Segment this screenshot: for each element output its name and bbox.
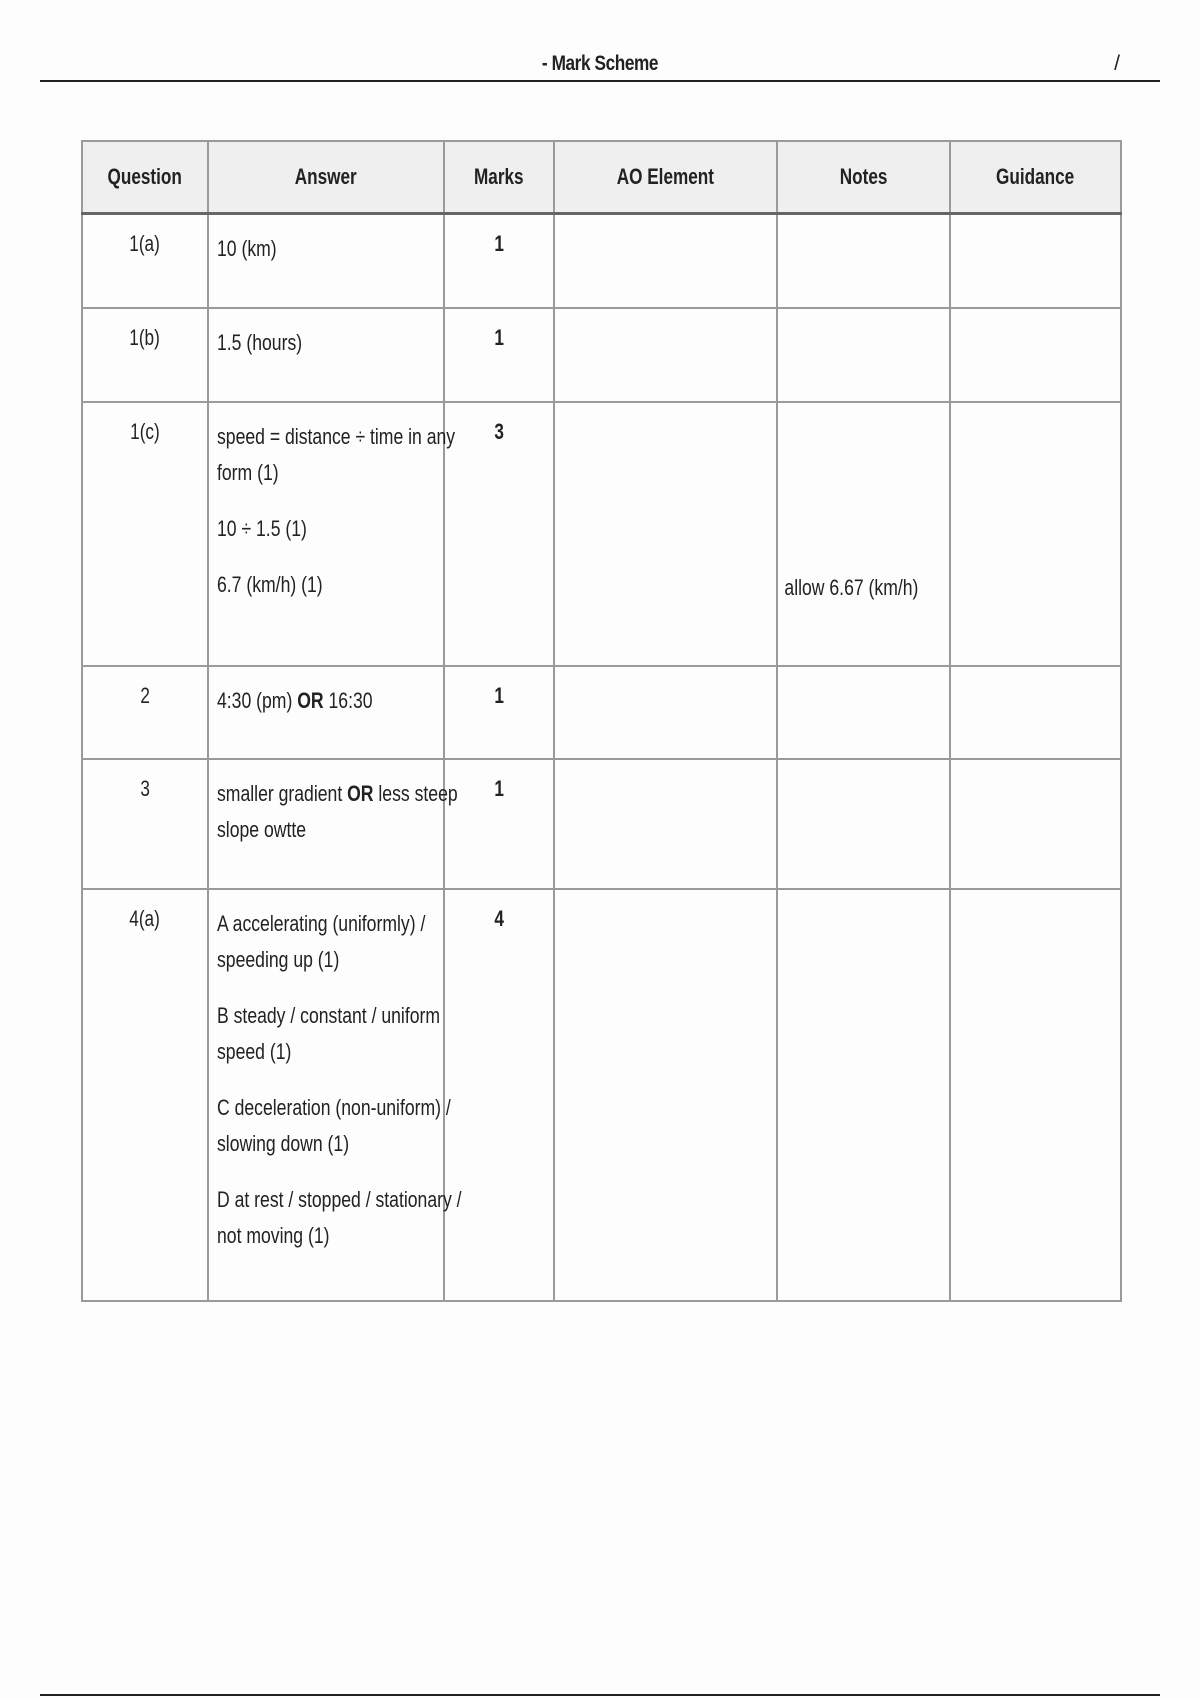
ao-element-cell xyxy=(554,666,777,759)
marks-cell: 1 xyxy=(444,666,554,759)
notes-cell xyxy=(777,759,950,889)
ao-element-cell xyxy=(554,402,777,666)
answer-cell: 1.5 (hours) xyxy=(208,308,444,402)
table-row xyxy=(82,889,1121,1301)
ao-element-cell xyxy=(554,889,777,1301)
note-text: allow 6.67 (km/h) xyxy=(784,574,919,600)
ao-element-cell xyxy=(554,759,777,889)
question-cell: 1(b) xyxy=(82,308,208,402)
column-header-guidance: Guidance xyxy=(950,141,1121,214)
guidance-cell xyxy=(950,889,1121,1301)
notes-cell xyxy=(777,214,950,308)
table-row xyxy=(82,666,1121,759)
page-header xyxy=(40,50,1160,82)
ao-element-cell xyxy=(554,214,777,308)
answer-cell: 4:30 (pm) OR 16:30 xyxy=(208,666,444,759)
guidance-cell xyxy=(950,214,1121,308)
marks-cell: 4 xyxy=(444,889,554,1301)
column-header-notes: Notes xyxy=(777,141,950,214)
header-slash: / xyxy=(1114,52,1120,75)
mark-scheme-table xyxy=(81,140,1122,1302)
marks-cell: 1 xyxy=(444,214,554,308)
notes-cell xyxy=(777,889,950,1301)
question-cell: 1(a) xyxy=(82,214,208,308)
guidance-cell xyxy=(950,759,1121,889)
guidance-cell xyxy=(950,402,1121,666)
question-cell: 2 xyxy=(82,666,208,759)
marks-cell: 1 xyxy=(444,759,554,889)
answer-cell: 10 (km) xyxy=(208,214,444,308)
answer-cell: speed = distance ÷ time in any form (1) 10 ÷ 1.5 (1) 6.7 (km/h) (1) xyxy=(208,402,444,666)
guidance-cell xyxy=(950,666,1121,759)
answer-cell: A accelerating (uniformly) / speeding up (1) B steady / constant / uniform speed (1) C deceleration (non-uniform) / slowing down (1) D at rest / stopped / stationary / not moving (1) xyxy=(208,889,444,1301)
column-header-marks: Marks xyxy=(444,141,554,214)
column-header-ao-element: AO Element xyxy=(554,141,777,214)
notes-cell xyxy=(777,402,950,666)
notes-cell xyxy=(777,666,950,759)
guidance-cell xyxy=(950,308,1121,402)
table-row xyxy=(82,402,1121,666)
header-title: - Mark Scheme xyxy=(541,52,659,75)
footer-rule xyxy=(40,1694,1160,1696)
keyword-or: OR xyxy=(347,780,374,806)
marks-cell: 1 xyxy=(444,308,554,402)
question-cell: 3 xyxy=(82,759,208,889)
keyword-or: OR xyxy=(297,687,324,713)
column-header-question: Question xyxy=(82,141,208,214)
notes-cell xyxy=(777,308,950,402)
column-header-answer: Answer xyxy=(208,141,444,214)
question-cell: 4(a) xyxy=(82,889,208,1301)
table-row xyxy=(82,214,1121,308)
marks-cell: 3 xyxy=(444,402,554,666)
answer-cell: smaller gradient OR less steep slope owtte xyxy=(208,759,444,889)
table-row xyxy=(82,759,1121,889)
question-cell: 1(c) xyxy=(82,402,208,666)
ao-element-cell xyxy=(554,308,777,402)
table-row xyxy=(82,308,1121,402)
table-header-row xyxy=(82,141,1121,214)
